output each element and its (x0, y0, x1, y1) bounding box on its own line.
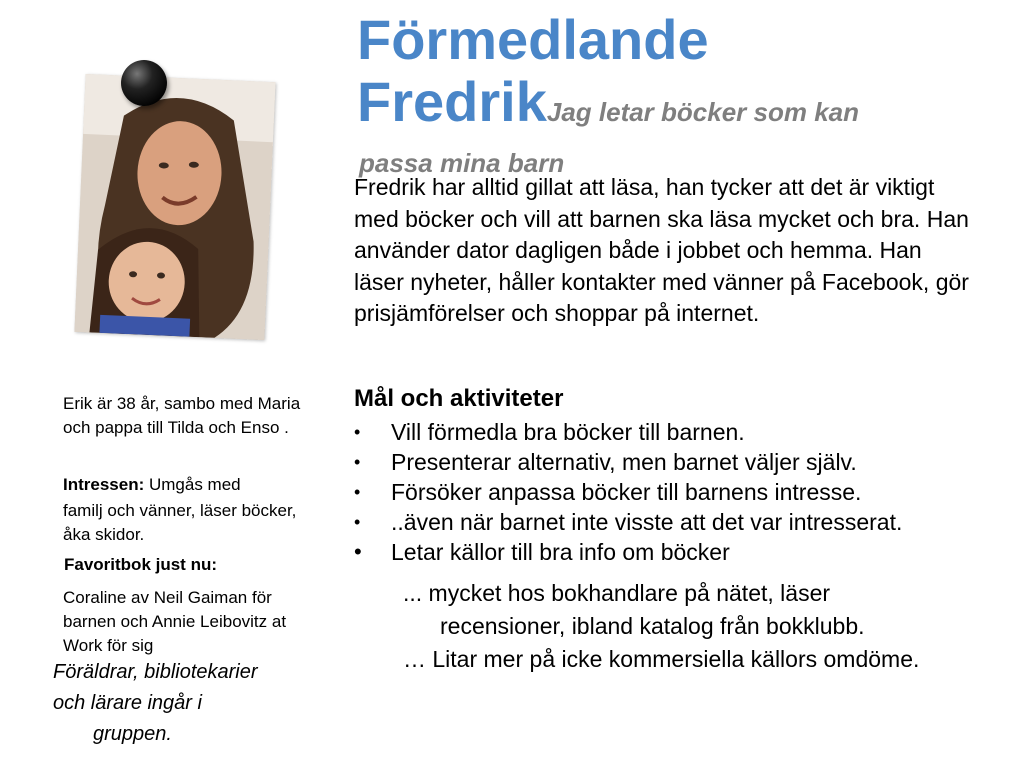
list-item (354, 507, 1004, 537)
sub-line-3: … Litar mer på icke kommersiella källors omdöme. (403, 646, 920, 672)
interests-first: Umgås med (148, 475, 241, 494)
goal-text: Vill förmedla bra böcker till barnen. (391, 419, 745, 445)
goals-heading: Mål och aktiviteter (354, 385, 564, 412)
favorite-text: Coraline av Neil Gaiman för barnen och Annie Leibovitz at Work för sig (63, 588, 287, 655)
interests-line (63, 473, 303, 497)
group-note-line-3: gruppen. (93, 723, 172, 745)
goals-list (354, 417, 1004, 567)
bullet-icon: • (354, 482, 361, 502)
favorite-label: Favoritbok just nu: (64, 555, 217, 574)
interests-label: Intressen: (63, 475, 145, 494)
bullet-icon: • (354, 452, 361, 472)
bullet-icon: • (354, 512, 361, 532)
group-note (53, 657, 313, 750)
page-title (357, 8, 1017, 133)
list-item (354, 477, 1004, 507)
intro-paragraph: Fredrik har alltid gillat att läsa, han tycker att det är viktigt med böcker och vill att barnen ska läsa mycket och bra. Han använder dator dagligen både i jobbet och hemma. Han läser nyheter, håller kontakter med vänner på Facebook, gör prisjämförelser och shoppar på internet. (354, 174, 969, 326)
title-line-2: Fredrik (357, 70, 547, 133)
sub-line-1: ... mycket hos bokhandlare på nätet, läser (403, 580, 831, 606)
pushpin-icon (121, 60, 167, 106)
group-note-line-2: och lärare ingår i (53, 692, 202, 714)
goal-text: Letar källor till bra info om böcker (391, 539, 730, 565)
goal-sub-lines (390, 577, 1010, 676)
bullet-icon: • (354, 539, 362, 564)
group-note-line-1: Föräldrar, bibliotekarier (53, 661, 258, 683)
bullet-icon: • (354, 422, 361, 442)
profile-age-text: Erik är 38 år, sambo med Maria och pappa till Tilda och Enso . (63, 394, 301, 437)
list-item (354, 447, 1004, 477)
portrait-photo (74, 74, 275, 340)
portrait-illustration (74, 74, 275, 340)
subtitle-part-1: Jag letar böcker som kan (546, 97, 859, 127)
interests-rest: familj och vänner, läser böcker, åka skidor. (63, 501, 297, 544)
sub-line-2: recensioner, ibland katalog från bokklubb. (440, 613, 865, 639)
goal-text: Försöker anpassa böcker till barnens intresse. (391, 479, 862, 505)
goal-text: ..även när barnet inte visste att det var intresserat. (391, 509, 903, 535)
list-item (354, 417, 1004, 447)
list-item (354, 537, 1004, 567)
subtitle-part-2: passa mina barn (359, 148, 565, 178)
title-line-1: Förmedlande (357, 8, 709, 71)
goal-text: Presenterar alternativ, men barnet väljer själv. (391, 449, 857, 475)
